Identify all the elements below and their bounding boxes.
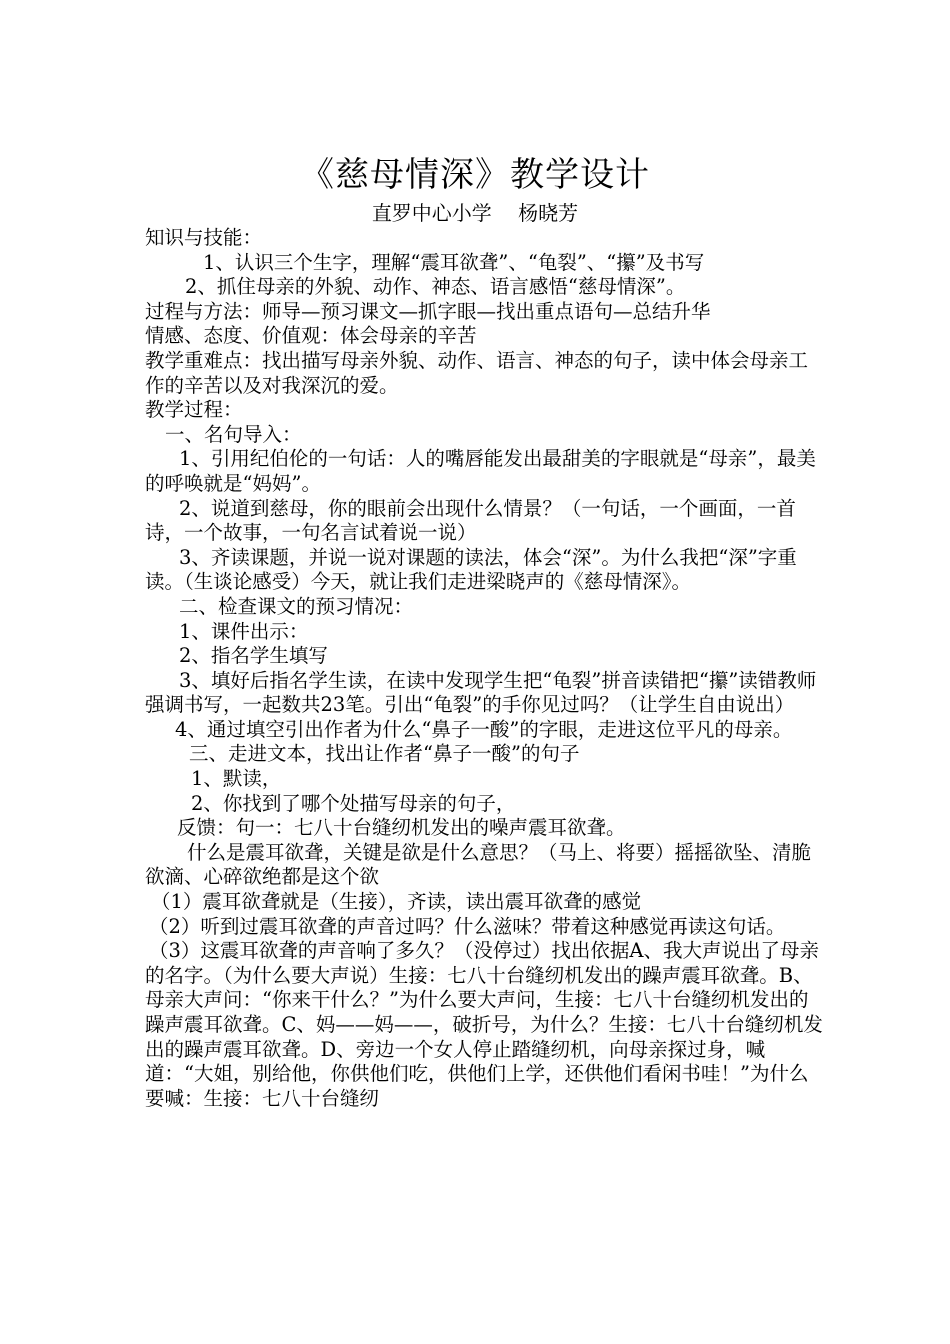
section-heading: 三、走进文本，找出让作者“鼻子一酸”的句子 <box>189 742 580 766</box>
section-heading: 二、检查课文的预习情况： <box>179 594 414 618</box>
paragraph: 什么是震耳欲聋，关键是欲是什么意思？（马上、将要）摇摇欲坠、清脆欲滴、心碎欲绝都是这个欲 <box>145 840 812 889</box>
author-line: 直罗中心小学 杨晓芳 <box>371 201 579 225</box>
paragraph: 情感、态度、价值观：体会母亲的辛苦 <box>145 324 477 348</box>
document-body <box>145 226 825 1111</box>
paragraph: （1）震耳欲聋就是（生接），齐读，读出震耳欲聋的感觉 <box>151 890 642 914</box>
paragraph: （2）听到过震耳欲聋的声音过吗？什么滋味？带着这种感觉再读这句话。 <box>149 914 786 938</box>
paragraph: 1、认识三个生字，理解“震耳欲聋”、“龟裂”、“攥”及书写 <box>203 250 705 274</box>
paragraph: 1、引用纪伯伦的一句话：人的嘴唇能发出最甜美的字眼就是“母亲”，最美的呼唤就是“妈妈”。 <box>145 447 816 495</box>
paragraph: （3）这震耳欲聋的声音响了多久？（没停过）找出依据A、我大声说出了母亲的名字。（为什么要大声说）生接：七八十台缝纫机发出的躁声震耳欲聋。B、母亲大声问：“你来干什么？”为什么要大声问，生接：七八十台缝纫机发出的躁声震耳欲聋。C、妈——妈——，破折号，为什么？生接：七八十台缝纫机发出的躁声震耳欲聋。D、旁边一个女人停止踏缝纫机，向母亲探过身，喊道：“大姐，别给他，你供他们吃，供他们上学，还供他们看闲书哇！”为什么要喊：生接：七八十台缝纫 <box>145 939 823 1110</box>
paragraph: 2、说道到慈母，你的眼前会出现什么情景？（一句话，一个画面，一首诗，一个故事，一句名言试着说一说） <box>145 496 796 545</box>
document-title: 《慈母情深》教学设计 <box>300 155 650 195</box>
paragraph: 3、填好后指名学生读，在读中发现学生把“龟裂”拼音读错把“攥”读错教师强调书写，一起数共23笔。引出“龟裂”的手你见过吗？（让学生自由说出） <box>145 668 817 717</box>
section-heading-knowledge: 知识与技能： <box>145 226 263 249</box>
paragraph: 2、你找到了哪个处描写母亲的句子， <box>191 791 516 815</box>
paragraph: 过程与方法：师导—预习课文—抓字眼—找出重点语句—总结升华 <box>145 299 711 323</box>
paragraph: 1、课件出示： <box>179 619 309 643</box>
section-heading: 一、名句导入： <box>165 422 302 446</box>
paragraph: 反馈：句一：七八十台缝纫机发出的噪声震耳欲聋。 <box>177 816 626 840</box>
paragraph: 2、抓住母亲的外貌、动作、神态、语言感悟“慈母情深”。 <box>185 275 686 299</box>
paragraph: 2、指名学生填写 <box>179 644 328 668</box>
paragraph: 4、通过填空引出作者为什么“鼻子一酸”的字眼，走进这位平凡的母亲。 <box>175 717 793 741</box>
paragraph: 教学重难点：找出描写母亲外貌、动作、语言、神态的句子，读中体会母亲工作的辛苦以及对我深沉的爱。 <box>145 348 809 397</box>
section-heading-process: 教学过程： <box>145 398 243 422</box>
paragraph: 1、默读， <box>191 767 282 791</box>
paragraph: 3、齐读课题，并说一说对课题的读法，体会“深”。为什么我把“深”字重读。（生谈论感受）今天，就让我们走进梁晓声的《慈母情深》。 <box>145 545 797 594</box>
